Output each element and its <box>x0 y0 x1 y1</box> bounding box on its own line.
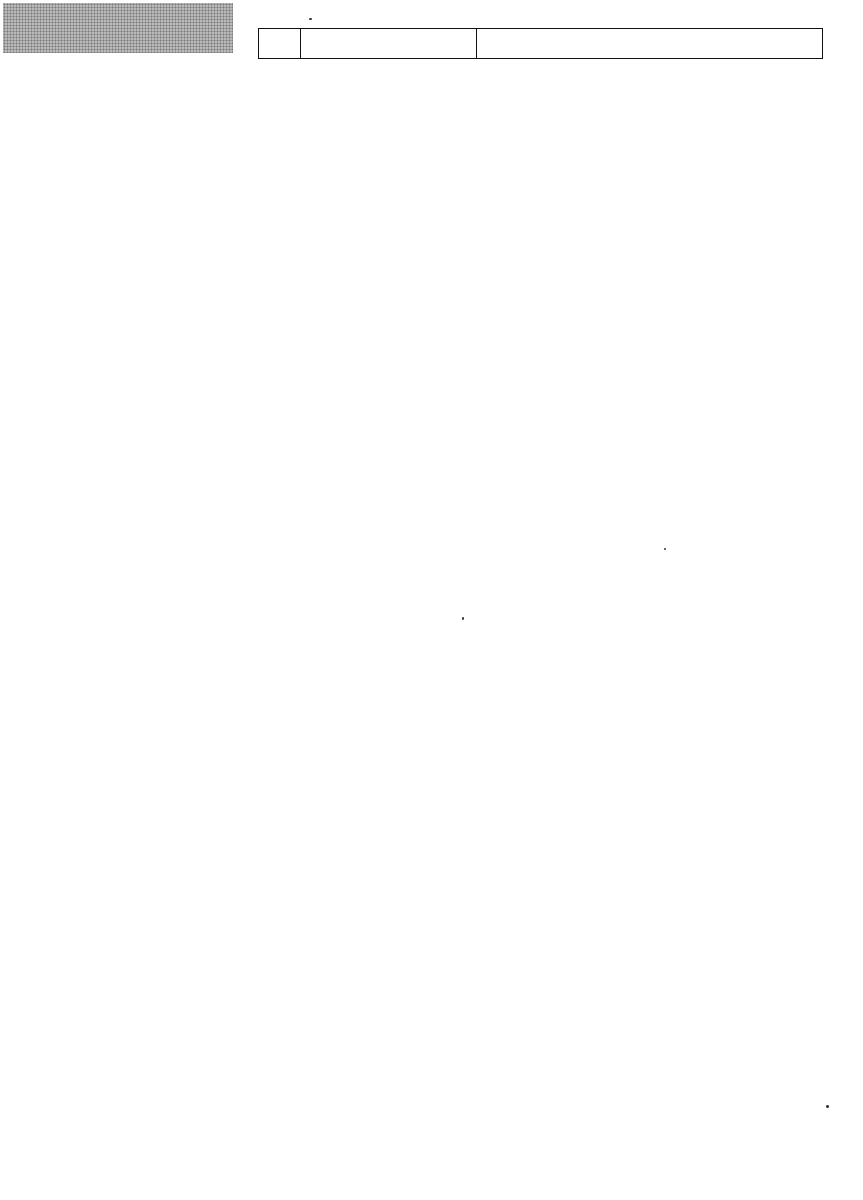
header-no <box>259 29 301 59</box>
header-affiliation <box>476 29 822 59</box>
scan-speck <box>826 1105 829 1108</box>
scan-speck <box>462 617 464 620</box>
header-name <box>301 29 477 59</box>
tournament-bracket <box>0 0 262 1200</box>
scan-speck <box>664 548 666 550</box>
entry-table <box>258 28 823 59</box>
scan-speck <box>309 18 312 20</box>
table-header-row <box>259 29 823 59</box>
